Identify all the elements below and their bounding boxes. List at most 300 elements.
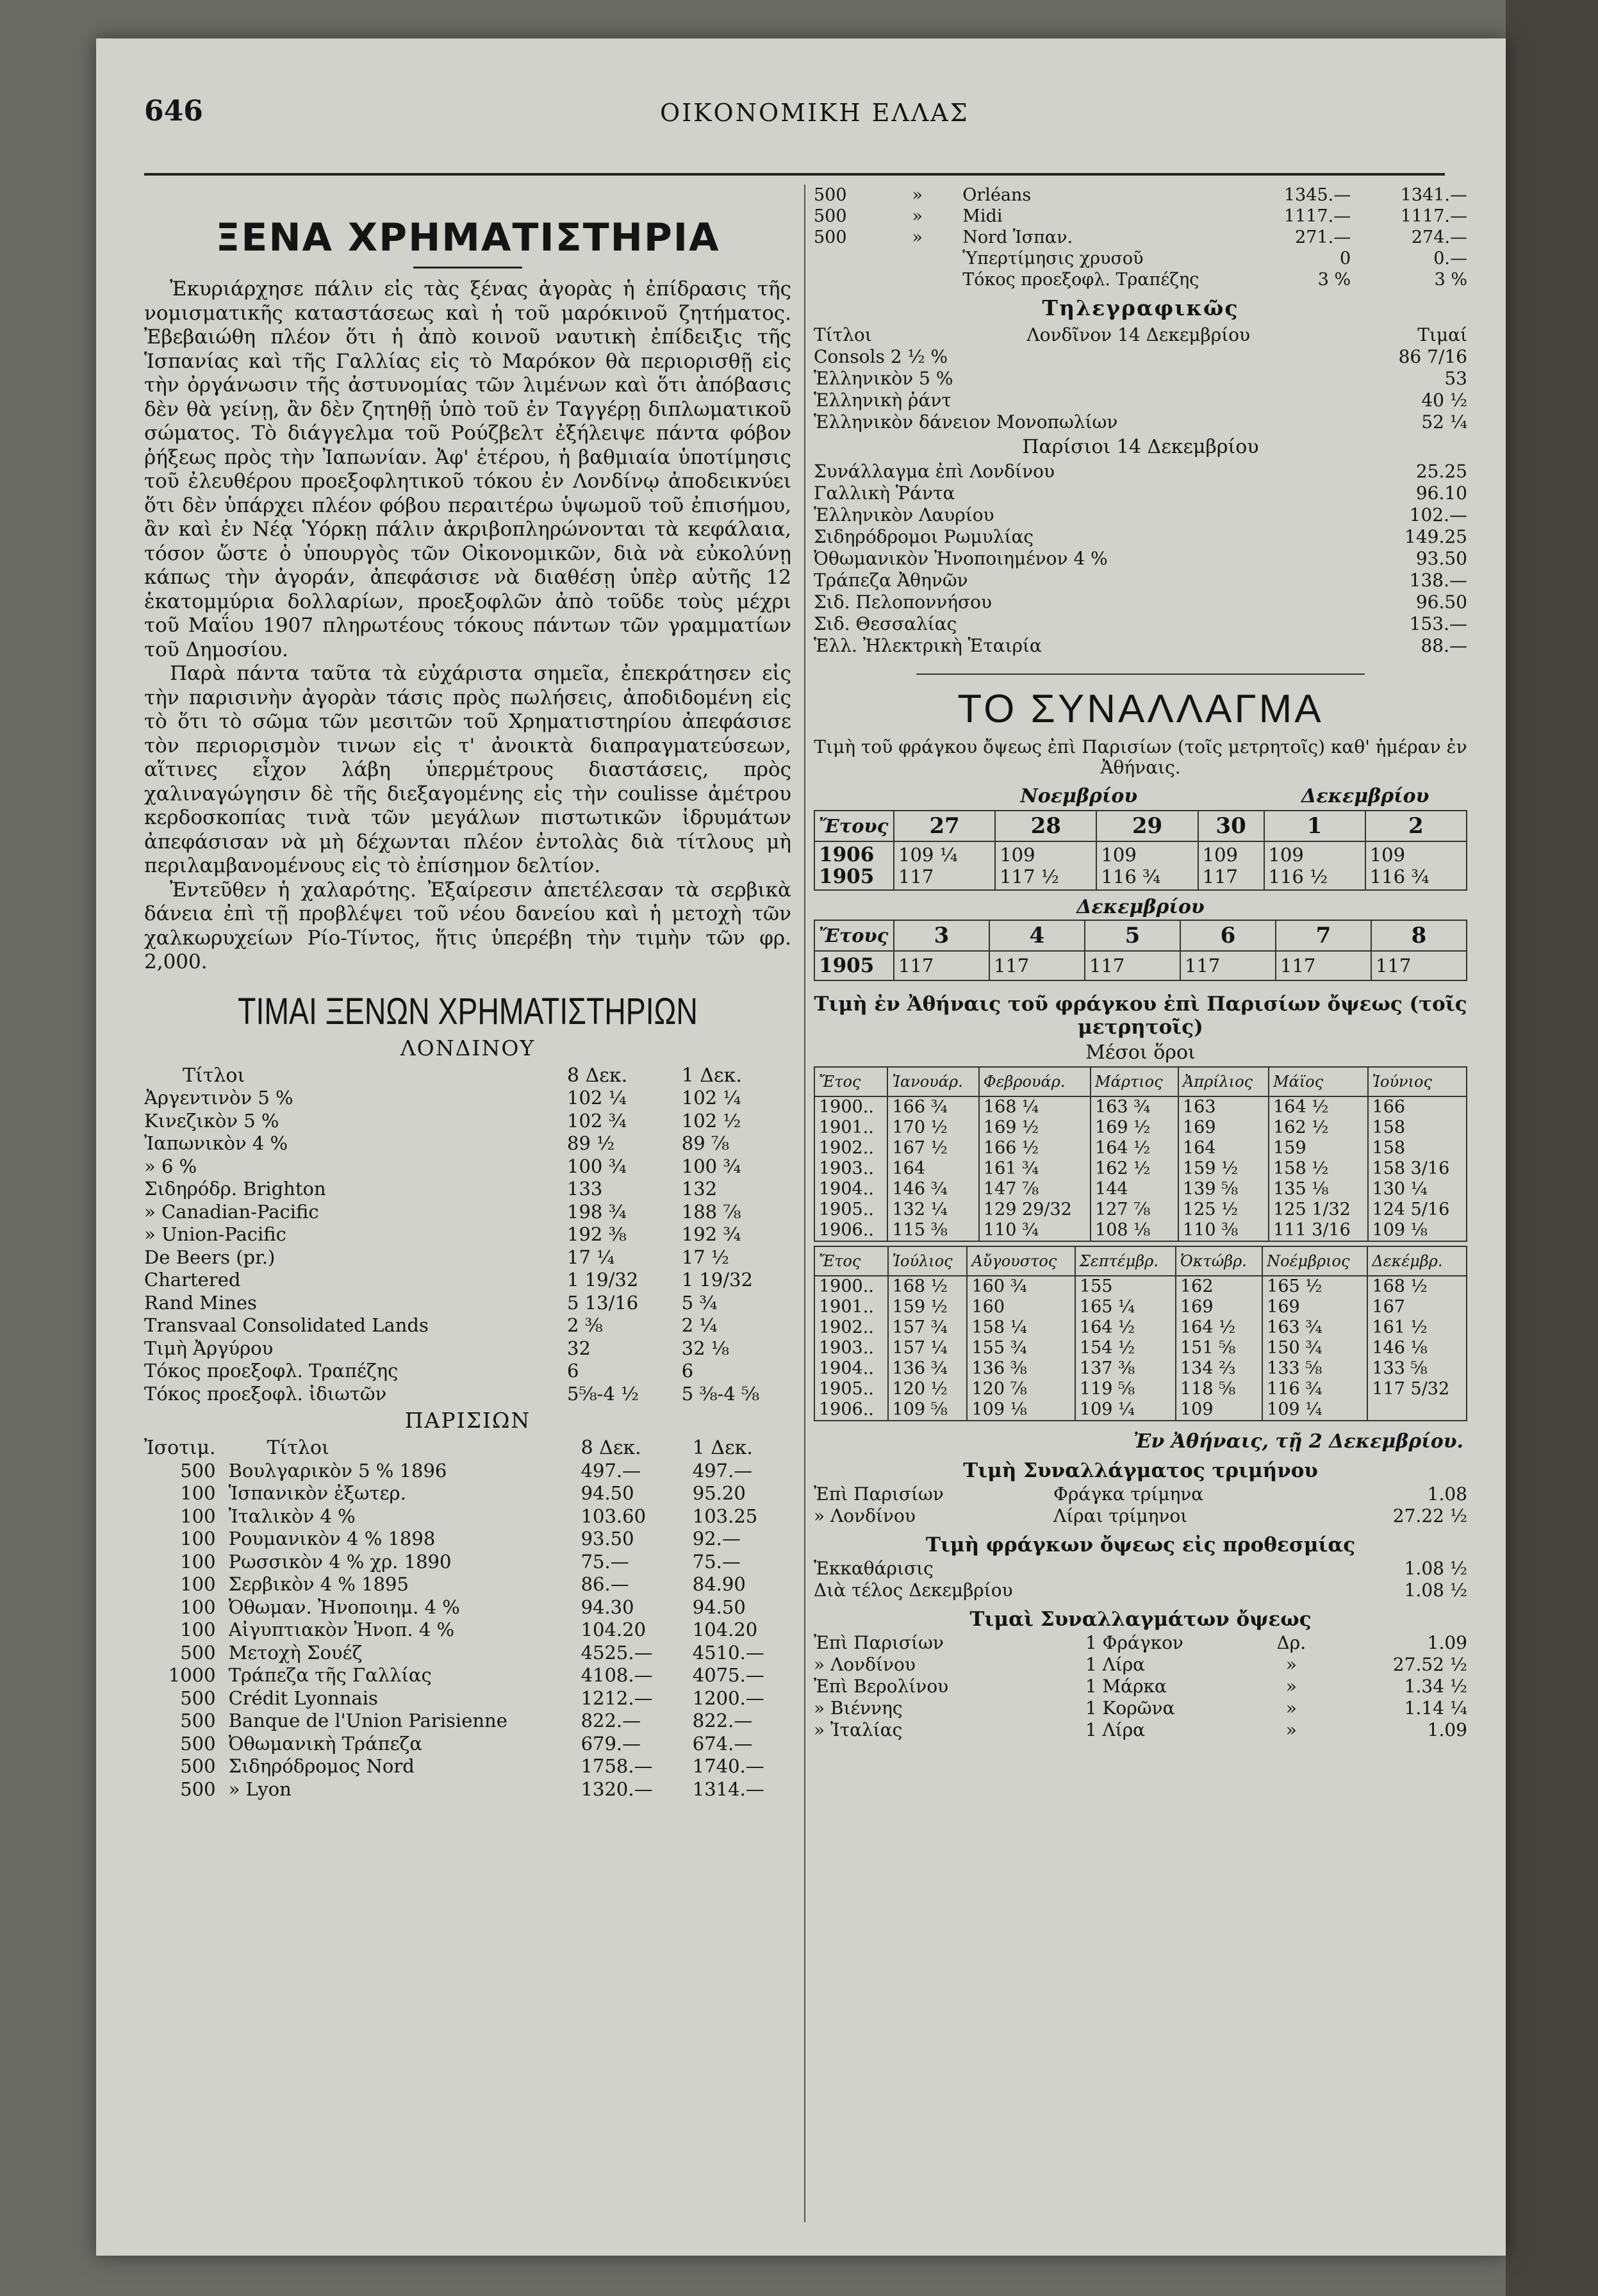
avg-value: 155 ¾	[967, 1338, 1075, 1359]
price-dec-8: 198 ¾	[567, 1200, 627, 1223]
table-header	[814, 1246, 1467, 1276]
table-row	[814, 1379, 1467, 1400]
table-header	[814, 324, 1467, 346]
parity: 100	[180, 1550, 216, 1573]
security-name: Ὀθωμανικὴ Τράπεζα	[228, 1732, 422, 1755]
year: 1903..	[814, 1338, 888, 1359]
rate-cell	[1365, 841, 1467, 890]
avg-subtitle: Μέσοι ὅροι	[1085, 1041, 1196, 1064]
table-row	[144, 1551, 791, 1574]
table-row	[814, 390, 1467, 411]
avg-value: 166 ¾	[887, 1096, 978, 1118]
parity: 100	[180, 1482, 216, 1504]
paris-continued-table	[814, 185, 1467, 290]
price-dec-1: 4075.—	[692, 1664, 764, 1686]
day-label: 27	[894, 811, 995, 841]
table-row	[144, 1528, 791, 1551]
table-row	[814, 1159, 1467, 1179]
year: 1904..	[814, 1179, 887, 1200]
price-dec-8: 497.—	[581, 1459, 641, 1482]
avg-value: 164 ½	[1091, 1138, 1178, 1159]
table-row	[814, 1179, 1467, 1200]
avg-value: 165 ½	[1262, 1276, 1367, 1297]
paris-title: ΠΑΡΙΣΙΩΝ	[404, 1408, 531, 1433]
security-name: » Canadian-Pacific	[144, 1200, 319, 1223]
security-name: Ἑλληνικὴ ῥάντ	[814, 390, 951, 411]
day-label: 5	[1085, 920, 1180, 951]
price-dec-8: 32	[567, 1337, 591, 1359]
year: 1901..	[814, 1297, 888, 1317]
avg-value: 120 ½	[888, 1379, 968, 1400]
rate-value: 109	[1101, 844, 1137, 866]
day-label: 2	[1365, 811, 1467, 841]
table-row	[814, 185, 1467, 206]
avg-value: 170 ½	[887, 1118, 978, 1138]
security-name: Ἀργεντινὸν 5 %	[144, 1087, 293, 1109]
avg-value: 111 3/16	[1269, 1220, 1367, 1241]
prices-title: ΤΙΜΑΙ ΞΕΝΩΝ ΧΡΗΜΑΤΙΣΤΗΡΙΩΝ	[238, 990, 698, 1032]
table-row	[814, 1276, 1467, 1297]
price-dec-8: 1758.—	[581, 1755, 653, 1777]
year: 1904..	[814, 1359, 888, 1379]
avg-value: 163 ¾	[1262, 1317, 1367, 1338]
table-row	[814, 1632, 1467, 1654]
price-dec-8: 1117.—	[1283, 206, 1351, 226]
day-label: 29	[1096, 811, 1198, 841]
rate: 1.08	[1427, 1483, 1467, 1505]
column-header: Ἰούνιος	[1368, 1067, 1467, 1096]
avg-value: 137 ⅜	[1075, 1359, 1176, 1379]
unit-count: 1	[1085, 1632, 1097, 1653]
forward-table	[814, 1558, 1467, 1601]
avg-value: 162 ½	[1091, 1159, 1178, 1179]
table-row	[814, 1719, 1467, 1741]
price: 86 7/16	[1398, 346, 1467, 367]
running-header	[96, 95, 1506, 146]
avg-value: 125 1/32	[1269, 1200, 1367, 1220]
table-row	[144, 1642, 791, 1665]
month-row	[814, 782, 1467, 811]
rate-value: 116 ½	[1268, 866, 1328, 888]
avg-value: 136 ⅜	[967, 1359, 1075, 1379]
term: Διὰ τέλος Δεκεμβρίου	[814, 1580, 1013, 1601]
currency: Λίρα	[1102, 1654, 1146, 1675]
col-date-2: 1 Δεκ.	[681, 1064, 742, 1087]
parity: 100	[180, 1528, 216, 1549]
avg-value: 151 ⅝	[1176, 1338, 1262, 1359]
security-name: Τόκος προεξοφλ. ἰδιωτῶν	[144, 1382, 387, 1405]
table-row	[144, 1360, 791, 1383]
avg-value: 109 ⅛	[967, 1400, 1075, 1421]
exchange-title: ΤΟ ΣΥΝΑΛΛΑΓΜΑ	[957, 687, 1324, 731]
security-name: Ἰταλικὸν 4 %	[228, 1505, 356, 1527]
table-row	[814, 248, 1467, 269]
avg-value: 155	[1075, 1276, 1176, 1297]
avg-value: 136 ¾	[888, 1359, 968, 1379]
place: Ἐπὶ Βερολίνου	[814, 1676, 949, 1697]
column-header: Φεβρουάρ.	[979, 1067, 1091, 1096]
price-dec-1: 1117.—	[1400, 206, 1467, 226]
unit: »	[1285, 1719, 1297, 1740]
journal-title: ΟΙΚΟΝΟΜΙΚΗ ΕΛΛΑΣ	[660, 99, 969, 127]
avg-value: 109 ¼	[1075, 1400, 1176, 1421]
price-dec-1: 1341.—	[1400, 185, 1467, 205]
avg-value: 162	[1176, 1276, 1262, 1297]
table-row	[144, 1710, 791, 1733]
three-month-table	[814, 1483, 1467, 1527]
table-row	[144, 1778, 791, 1801]
year-labels	[814, 841, 894, 890]
rate-value: 117 ½	[1000, 866, 1059, 888]
avg-value: 158	[1368, 1138, 1467, 1159]
price-dec-1: 102 ½	[681, 1109, 741, 1132]
avg-value: 169 ½	[979, 1118, 1091, 1138]
security-name: Μετοχὴ Σουέζ	[228, 1641, 363, 1664]
avg-value: 163	[1178, 1096, 1269, 1118]
price-dec-8: 86.—	[581, 1573, 629, 1595]
price-dec-8: 271.—	[1295, 227, 1351, 247]
price: 138.—	[1409, 570, 1467, 591]
col-prices: Τιμαί	[1417, 324, 1467, 345]
section-title: ΞΕΝΑ ΧΡΗΜΑΤΙΣΤΗΡΙΑ	[215, 215, 720, 260]
price-dec-8: 4108.—	[581, 1664, 653, 1686]
month-label-a: Νοεμβρίου	[1020, 784, 1138, 807]
table-row	[814, 1200, 1467, 1220]
price-dec-1: 104.20	[692, 1619, 758, 1640]
security-name: » Lyon	[228, 1778, 292, 1800]
avg-value: 127 ⅞	[1091, 1200, 1178, 1220]
avg-value	[1367, 1400, 1467, 1421]
article-paragraph-2: Παρὰ πάντα ταῦτα τὰ εὐχάριστα σημεῖα, ἐπεκράτησεν εἰς τὴν παρισινὴν ἀγορὰν τάσις πρὸς πωλήσεις, ἀποδιδομένη εἰς τὸ ὅτι τὸ σῶμα τῶν μεσιτῶν τοῦ Χρηματιστηρίου ἀπεφάσισε τὸν περιορισμὸν τινων εἰς τ' ἀνοικτὰ διαπραγματεύσεων, αἵτινες εἶχον λάβη ὑπερμέτρους διαστάσεις, πρὸς χαλιναγώγησιν δὲ τῆς διεξαγομένης εἰς τὴν coulisse ἀμέτρου κερδοσκοπίας τινὰ τῶν μεγάλων πιστωτικῶν ἱδρυμάτων ἀπεφάσισαν νὰ μὴ δέχωνται πλέον ἐντολὰς διὰ τίτλους μὴ περιλαμβανομένους εἰς τὸ ἐπίσημον δελτίον.	[144, 662, 791, 877]
column-header: Ἀπρίλιος	[1178, 1067, 1269, 1096]
parity: 500	[180, 1710, 216, 1731]
col-title: Τίτλοι	[267, 1437, 329, 1459]
avg-value: 166	[1368, 1096, 1467, 1118]
avg-value: 157 ¼	[888, 1338, 968, 1359]
left-column	[144, 192, 791, 1801]
table-row	[814, 635, 1467, 657]
security-name: Ἑλλ. Ἠλεκτρικὴ Ἑταιρία	[814, 635, 1042, 656]
table-row	[814, 483, 1467, 504]
unit-count: 1	[1085, 1654, 1097, 1675]
price-dec-1: 1740.—	[692, 1755, 764, 1777]
avg-value: 159 ½	[888, 1297, 968, 1317]
unit: »	[1285, 1654, 1297, 1675]
parity: 500	[180, 1687, 216, 1709]
price-dec-1: 3 %	[1434, 270, 1467, 290]
avg-value: 158 ¼	[967, 1317, 1075, 1338]
price-dec-8: 4525.—	[581, 1641, 653, 1664]
col-title: Τίτλοι	[814, 324, 872, 345]
place: Ἐπὶ Παρισίων	[814, 1632, 944, 1653]
year: 1906	[819, 843, 875, 866]
avg-value: 164	[1178, 1138, 1269, 1159]
table-row	[144, 1155, 791, 1178]
rate-value: 109 ¼	[898, 844, 958, 866]
price: 40 ½	[1421, 390, 1467, 411]
rate-value: 117	[898, 866, 934, 888]
table-row	[144, 1687, 791, 1710]
price-dec-1: 102 ¼	[681, 1087, 741, 1109]
price-dec-1: 1 19/32	[681, 1269, 753, 1291]
ditto-mark	[872, 248, 962, 269]
price-dec-1: 822.—	[692, 1710, 753, 1731]
page-number: 646	[144, 95, 203, 128]
price: 102.—	[1409, 504, 1467, 525]
table-row	[144, 1619, 791, 1642]
rate-value: 117	[1085, 951, 1180, 980]
rate-value: 109	[1000, 844, 1035, 866]
price-dec-8: 6	[567, 1360, 579, 1382]
table-row	[814, 548, 1467, 570]
year: 1906..	[814, 1220, 887, 1241]
avg-value: 168 ½	[888, 1276, 968, 1297]
price-dec-1: 188 ⅞	[681, 1200, 741, 1223]
parity: 500	[180, 1459, 216, 1482]
table-row	[814, 269, 1467, 290]
days-row	[814, 920, 1467, 951]
monthly-avg-table-1	[814, 1066, 1467, 1242]
price-dec-1: 100 ¾	[681, 1155, 741, 1177]
rate-cell	[894, 841, 995, 890]
rate: 1.34 ½	[1404, 1676, 1467, 1697]
table-row	[814, 1654, 1467, 1676]
avg-value: 109 ⅛	[1368, 1220, 1467, 1241]
unit: Δρ.	[1276, 1632, 1306, 1653]
table-row	[144, 1596, 791, 1619]
col-date-2: 1 Δεκ.	[692, 1437, 753, 1459]
price-dec-1: 0.—	[1433, 249, 1467, 268]
security-name: » 6 %	[144, 1155, 197, 1177]
price: 93.50	[1415, 548, 1467, 569]
security-name: De Beers (pr.)	[144, 1246, 276, 1268]
security-name: Ρουμανικὸν 4 % 1898	[228, 1528, 436, 1549]
avg-value: 158 3/16	[1368, 1159, 1467, 1179]
price-dec-8: 89 ½	[567, 1132, 615, 1154]
security-name: Γαλλικὴ Ῥάντα	[814, 483, 955, 504]
avg-value: 165 ¼	[1075, 1297, 1176, 1317]
price-dec-1: 2 ¼	[681, 1314, 718, 1336]
table-row	[814, 1505, 1467, 1527]
price-dec-8: 1345.—	[1283, 185, 1351, 205]
table-row	[144, 1505, 791, 1528]
table-row	[814, 1297, 1467, 1317]
values-row	[814, 951, 1467, 980]
price-dec-8: 102 ¾	[567, 1109, 627, 1132]
year: 1906..	[814, 1400, 888, 1421]
currency: Μάρκα	[1102, 1676, 1167, 1697]
avg-value: 110 ⅜	[1178, 1220, 1269, 1241]
table-row	[814, 1400, 1467, 1421]
rate-cell	[1096, 841, 1198, 890]
parity: 500	[180, 1732, 216, 1755]
table-row	[814, 461, 1467, 483]
rate-value: 109	[1268, 844, 1304, 866]
currency: Λίρα	[1102, 1719, 1146, 1740]
avg-value: 144	[1091, 1179, 1178, 1200]
table-row	[814, 570, 1467, 591]
telegraph-paris-table	[814, 461, 1467, 657]
avg-value: 164 ½	[1075, 1317, 1176, 1338]
price-dec-8: 75.—	[581, 1550, 629, 1573]
year: 1901..	[814, 1118, 887, 1138]
security-name: Chartered	[144, 1269, 241, 1291]
rate: 1.09	[1427, 1632, 1467, 1653]
price: 25.25	[1415, 461, 1467, 482]
year: 1903..	[814, 1159, 887, 1179]
avg-value: 134 ⅔	[1176, 1359, 1262, 1379]
price-dec-1: 132	[681, 1178, 718, 1200]
sight-rates-table	[814, 1632, 1467, 1741]
table-header	[814, 1067, 1467, 1096]
column-header: Ἰούλιος	[888, 1246, 968, 1276]
avg-value: 146 ⅛	[1367, 1338, 1467, 1359]
security-name: Σιδηρόδρ. Brighton	[144, 1178, 326, 1200]
rate-value: 117	[1202, 866, 1239, 888]
price-dec-8: 100 ¾	[567, 1155, 627, 1177]
avg-value: 119 ⅝	[1075, 1379, 1176, 1400]
avg-value: 159	[1269, 1138, 1367, 1159]
price: 88.—	[1421, 635, 1467, 656]
parity: 500	[814, 185, 847, 205]
price-dec-8: 102 ¼	[567, 1087, 627, 1109]
day-label: 3	[894, 920, 989, 951]
column-header: Ἰανουάρ.	[887, 1067, 978, 1096]
security-name: Ἰαπωνικὸν 4 %	[144, 1132, 288, 1154]
day-label: 4	[989, 920, 1085, 951]
ditto-mark: »	[912, 206, 923, 226]
avg-value: 164	[887, 1159, 978, 1179]
table-row	[814, 613, 1467, 635]
security-name: Consols 2 ½ %	[814, 346, 948, 367]
parity: 500	[180, 1778, 216, 1800]
avg-value: 129 29/32	[979, 1200, 1091, 1220]
currency: Λίραι τρίμηνοι	[1053, 1505, 1188, 1526]
athens-date: Ἐν Ἀθήναις, τῇ 2 Δεκεμβρίου.	[1133, 1430, 1463, 1453]
security-name: Τιμὴ Ἀργύρου	[144, 1337, 274, 1359]
avg-value: 120 ⅞	[967, 1379, 1075, 1400]
security-name: Transvaal Consolidated Lands	[144, 1314, 429, 1336]
column-header: Αὔγουστος	[967, 1246, 1075, 1276]
year: 1902..	[814, 1317, 888, 1338]
parity: 100	[180, 1619, 216, 1640]
col-london-date: Λονδῖνον 14 Δεκεμβρίου	[1026, 324, 1251, 345]
price-dec-8: 192 ⅜	[567, 1223, 627, 1245]
rate: 1.14 ¼	[1404, 1697, 1467, 1719]
avg-value: 164 ½	[1269, 1096, 1367, 1118]
table-row	[144, 1482, 791, 1505]
parity: 500	[180, 1755, 216, 1777]
security-name: Κινεζικὸν 5 %	[144, 1109, 279, 1132]
table-row	[144, 1269, 791, 1292]
price-dec-1: 5 ¾	[681, 1291, 718, 1314]
avg-value: 160	[967, 1297, 1075, 1317]
security-name: Συνάλλαγμα ἐπὶ Λονδίνου	[814, 461, 1055, 482]
table-row	[144, 1733, 791, 1756]
rate-value: 117	[1180, 951, 1276, 980]
rate-value: 117	[1276, 951, 1371, 980]
table-row	[144, 1246, 791, 1269]
three-month-title: Τιμὴ Συναλλάγματος τριμήνου	[963, 1459, 1318, 1482]
column-header: Νοέμβριος	[1262, 1246, 1367, 1276]
security-name: Nord Ἱσπαν.	[962, 227, 1073, 247]
avg-value: 125 ½	[1178, 1200, 1269, 1220]
security-name: Crédit Lyonnais	[228, 1687, 378, 1709]
table-row	[814, 1317, 1467, 1338]
price-dec-1: 89 ⅞	[681, 1132, 729, 1154]
table-row	[814, 1359, 1467, 1379]
column-header: Ἔτος	[814, 1067, 887, 1096]
london-prices-table	[144, 1064, 791, 1406]
table-row	[814, 368, 1467, 390]
book-gutter	[1506, 0, 1598, 2296]
place: » Λονδίνου	[814, 1654, 916, 1675]
table-row	[814, 526, 1467, 548]
place: Ἐπὶ Παρισίων	[814, 1483, 944, 1505]
price-dec-8: 5⅝-4 ½	[567, 1382, 639, 1405]
year: 1905	[814, 951, 894, 980]
year-label: Ἔτους	[814, 920, 894, 951]
day-label: 28	[995, 811, 1096, 841]
monthly-avg-table-2	[814, 1246, 1467, 1421]
table-row	[814, 591, 1467, 613]
price-dec-8: 679.—	[581, 1732, 641, 1755]
security-name: Σιδηρόδρομοι Ρωμυλίας	[814, 526, 1034, 547]
price-dec-8: 3 %	[1317, 270, 1351, 290]
ditto-mark	[872, 269, 962, 290]
table-row	[814, 1138, 1467, 1159]
price-dec-1: 497.—	[692, 1459, 753, 1482]
price: 96.10	[1415, 483, 1467, 504]
rate: 1.09	[1427, 1719, 1467, 1740]
day-label: 6	[1180, 920, 1276, 951]
avg-value: 146 ¾	[887, 1179, 978, 1200]
rate: 1.08 ½	[1404, 1558, 1467, 1579]
parity: 100	[180, 1596, 216, 1618]
month-label-c: Δεκεμβρίου	[1076, 896, 1205, 918]
rate-value: 109	[1202, 844, 1239, 866]
day-label: 7	[1276, 920, 1371, 951]
avg-value: 163 ¾	[1091, 1096, 1178, 1118]
parity: 500	[814, 227, 847, 247]
price-dec-1: 1200.—	[692, 1687, 764, 1709]
avg-value: 157 ¾	[888, 1317, 968, 1338]
avg-value: 109	[1176, 1400, 1262, 1421]
price-dec-1: 75.—	[692, 1550, 741, 1573]
place: » Λονδίνου	[814, 1505, 916, 1526]
security-name: Ρωσσικὸν 4 % χρ. 1890	[228, 1550, 452, 1573]
table-row	[144, 1292, 791, 1315]
price-dec-8: 1 19/32	[567, 1269, 639, 1291]
year: 1900..	[814, 1096, 887, 1118]
table-row	[144, 1223, 791, 1246]
avg-value: 164 ½	[1176, 1317, 1262, 1338]
price-dec-8: 0	[1340, 249, 1351, 268]
rate-value: 116 ¾	[1101, 866, 1161, 888]
right-column	[814, 185, 1467, 1741]
security-name: Ἑλληνικὸν Λαυρίου	[814, 504, 994, 525]
avg-value: 133 ⅝	[1367, 1359, 1467, 1379]
price-dec-1: 6	[681, 1360, 694, 1382]
parity: 100	[180, 1505, 216, 1527]
security-name: Ἑλληνικὸν δάνειον Μονοπωλίων	[814, 411, 1118, 433]
paris-prices-table	[144, 1437, 791, 1801]
table-row	[144, 1178, 791, 1201]
avg-value: 168 ¼	[979, 1096, 1091, 1118]
table-row	[144, 1314, 791, 1337]
unit: »	[1285, 1676, 1297, 1697]
price-dec-8: 104.20	[581, 1619, 647, 1640]
